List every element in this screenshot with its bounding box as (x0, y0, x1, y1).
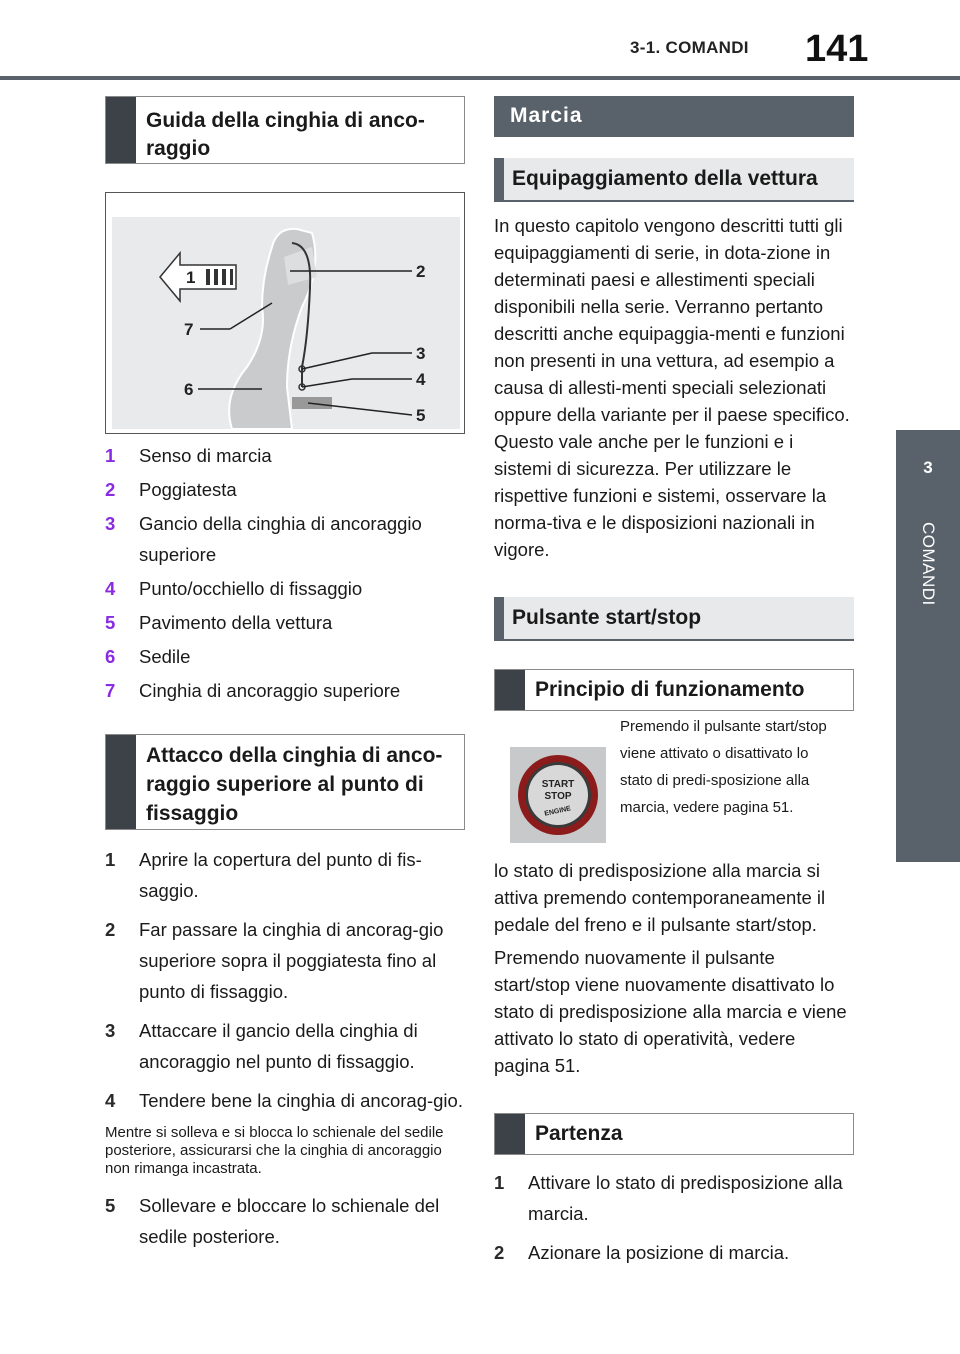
legend-item: 2 Poggiatesta (105, 479, 237, 500)
step-item: 3 Attaccare il gancio della cinghia di ancoraggio nel punto di fissaggio. (105, 1020, 418, 1072)
step-item: 1 Attivare lo stato di predisposizione alla marcia. (494, 1172, 843, 1224)
note-text: Mentre si solleva e si blocca lo schienale del sedile posteriore, assicurarsi che la cinghia di ancoraggio non rimanga incastrata. (105, 1124, 444, 1177)
heading-attacco-cinghia: Attacco della cinghia di anco-raggio superiore al punto di fissaggio (105, 734, 465, 830)
button-label-start: START (541, 779, 575, 790)
callout-2: 2 (416, 262, 426, 281)
heading-pulsante-start-stop: Pulsante start/stop (494, 597, 854, 641)
legend-item: 7 Cinghia di ancoraggio superiore (105, 680, 401, 701)
start-stop-button-image (510, 747, 606, 843)
legend-item: 6 Sedile (105, 646, 191, 667)
legend-item: 1 Senso di marcia (105, 445, 272, 466)
heading-partenza: Partenza (494, 1113, 854, 1155)
start-stop-caption: Premendo il pulsante start/stop viene attivato o disattivato lo stato di predi-sposizione alla marcia, vedere pagina 51. (620, 718, 827, 816)
seat-tether-figure (105, 192, 465, 434)
chapter-label: COMANDI (919, 522, 938, 606)
page-number: 141 (805, 28, 869, 70)
header-rule (0, 76, 960, 80)
seat-tether-diagram (112, 217, 460, 429)
attach-steps (105, 844, 465, 1116)
callout-1: 1 (186, 268, 196, 287)
heading-equipaggiamento: Equipaggiamento della vettura (494, 158, 854, 202)
button-label-stop: STOP (544, 791, 572, 802)
equipaggiamento-text: In questo capitolo vengono descritti tutti gli equipaggiamenti di serie, in dota-zione in determinati paesi e allestimenti speciali disponibili nella serie. Verranno pertanto descritti anche equipaggia-menti e funzioni non presenti in una vettura, ad esempio a causa di allesti-menti speciali selezionati oppure della variante per il paese specifico. Questo vale anche per le funzioni e i sistemi di sicurezza. Per utilizzare le rispettive funzioni e sistemi, osservare la norma-tiva e le disposizioni nazionali in vigore. (494, 215, 850, 560)
heading-guida-cinghia: Guida della cinghia di anco-raggio (105, 96, 465, 164)
chapter-label-wrap (896, 522, 960, 611)
callout-6: 6 (184, 380, 194, 399)
right-column (494, 96, 854, 1276)
legend-item: 3 Gancio della cinghia di ancoraggio superiore (105, 513, 422, 565)
start-stop-icon (510, 747, 606, 843)
heading-marcia: Marcia (494, 96, 854, 137)
chapter-number: 3 (923, 458, 933, 477)
legend-item: 4 Punto/occhiello di fissaggio (105, 578, 363, 599)
attach-step-5 (105, 1190, 465, 1252)
step-item: 4 Tendere bene la cinghia di ancorag-gio. (105, 1090, 463, 1111)
callout-7: 7 (184, 320, 194, 339)
callout-4: 4 (416, 370, 426, 389)
running-header-section: 3-1. COMANDI (630, 38, 749, 57)
left-column (105, 96, 465, 1260)
step-item: 2 Azionare la posizione di marcia. (494, 1242, 790, 1263)
step-item: 1 Aprire la copertura del punto di fis-saggio. (105, 849, 422, 901)
heading-principio: Principio di funzionamento (494, 669, 854, 711)
callout-5: 5 (416, 406, 426, 425)
step-item: 2 Far passare la cinghia di ancorag-gio superiore sopra il poggiatesta fino al punto di fissaggio. (105, 919, 444, 1002)
start-stop-block (494, 718, 854, 843)
para-predisposizione: lo stato di predisposizione alla marcia si attiva premendo contemporaneamente il pedale del freno e il pulsante start/stop. (494, 860, 826, 935)
chapter-side-tab (896, 430, 960, 862)
step-item: 5 Sollevare e bloccare lo schienale del sedile posteriore. (105, 1195, 440, 1247)
button-label-engine: ENGINE (543, 805, 572, 818)
para-nuovamente: Premendo nuovamente il pulsante start/stop viene nuovamente disattivato lo stato di predisposizione alla marcia e viene attivato lo stato di operatività, vedere pagina 51. (494, 947, 847, 1076)
callout-3: 3 (416, 344, 426, 363)
figure-legend (105, 440, 465, 706)
partenza-steps (494, 1167, 854, 1268)
legend-item: 5 Pavimento della vettura (105, 612, 333, 633)
